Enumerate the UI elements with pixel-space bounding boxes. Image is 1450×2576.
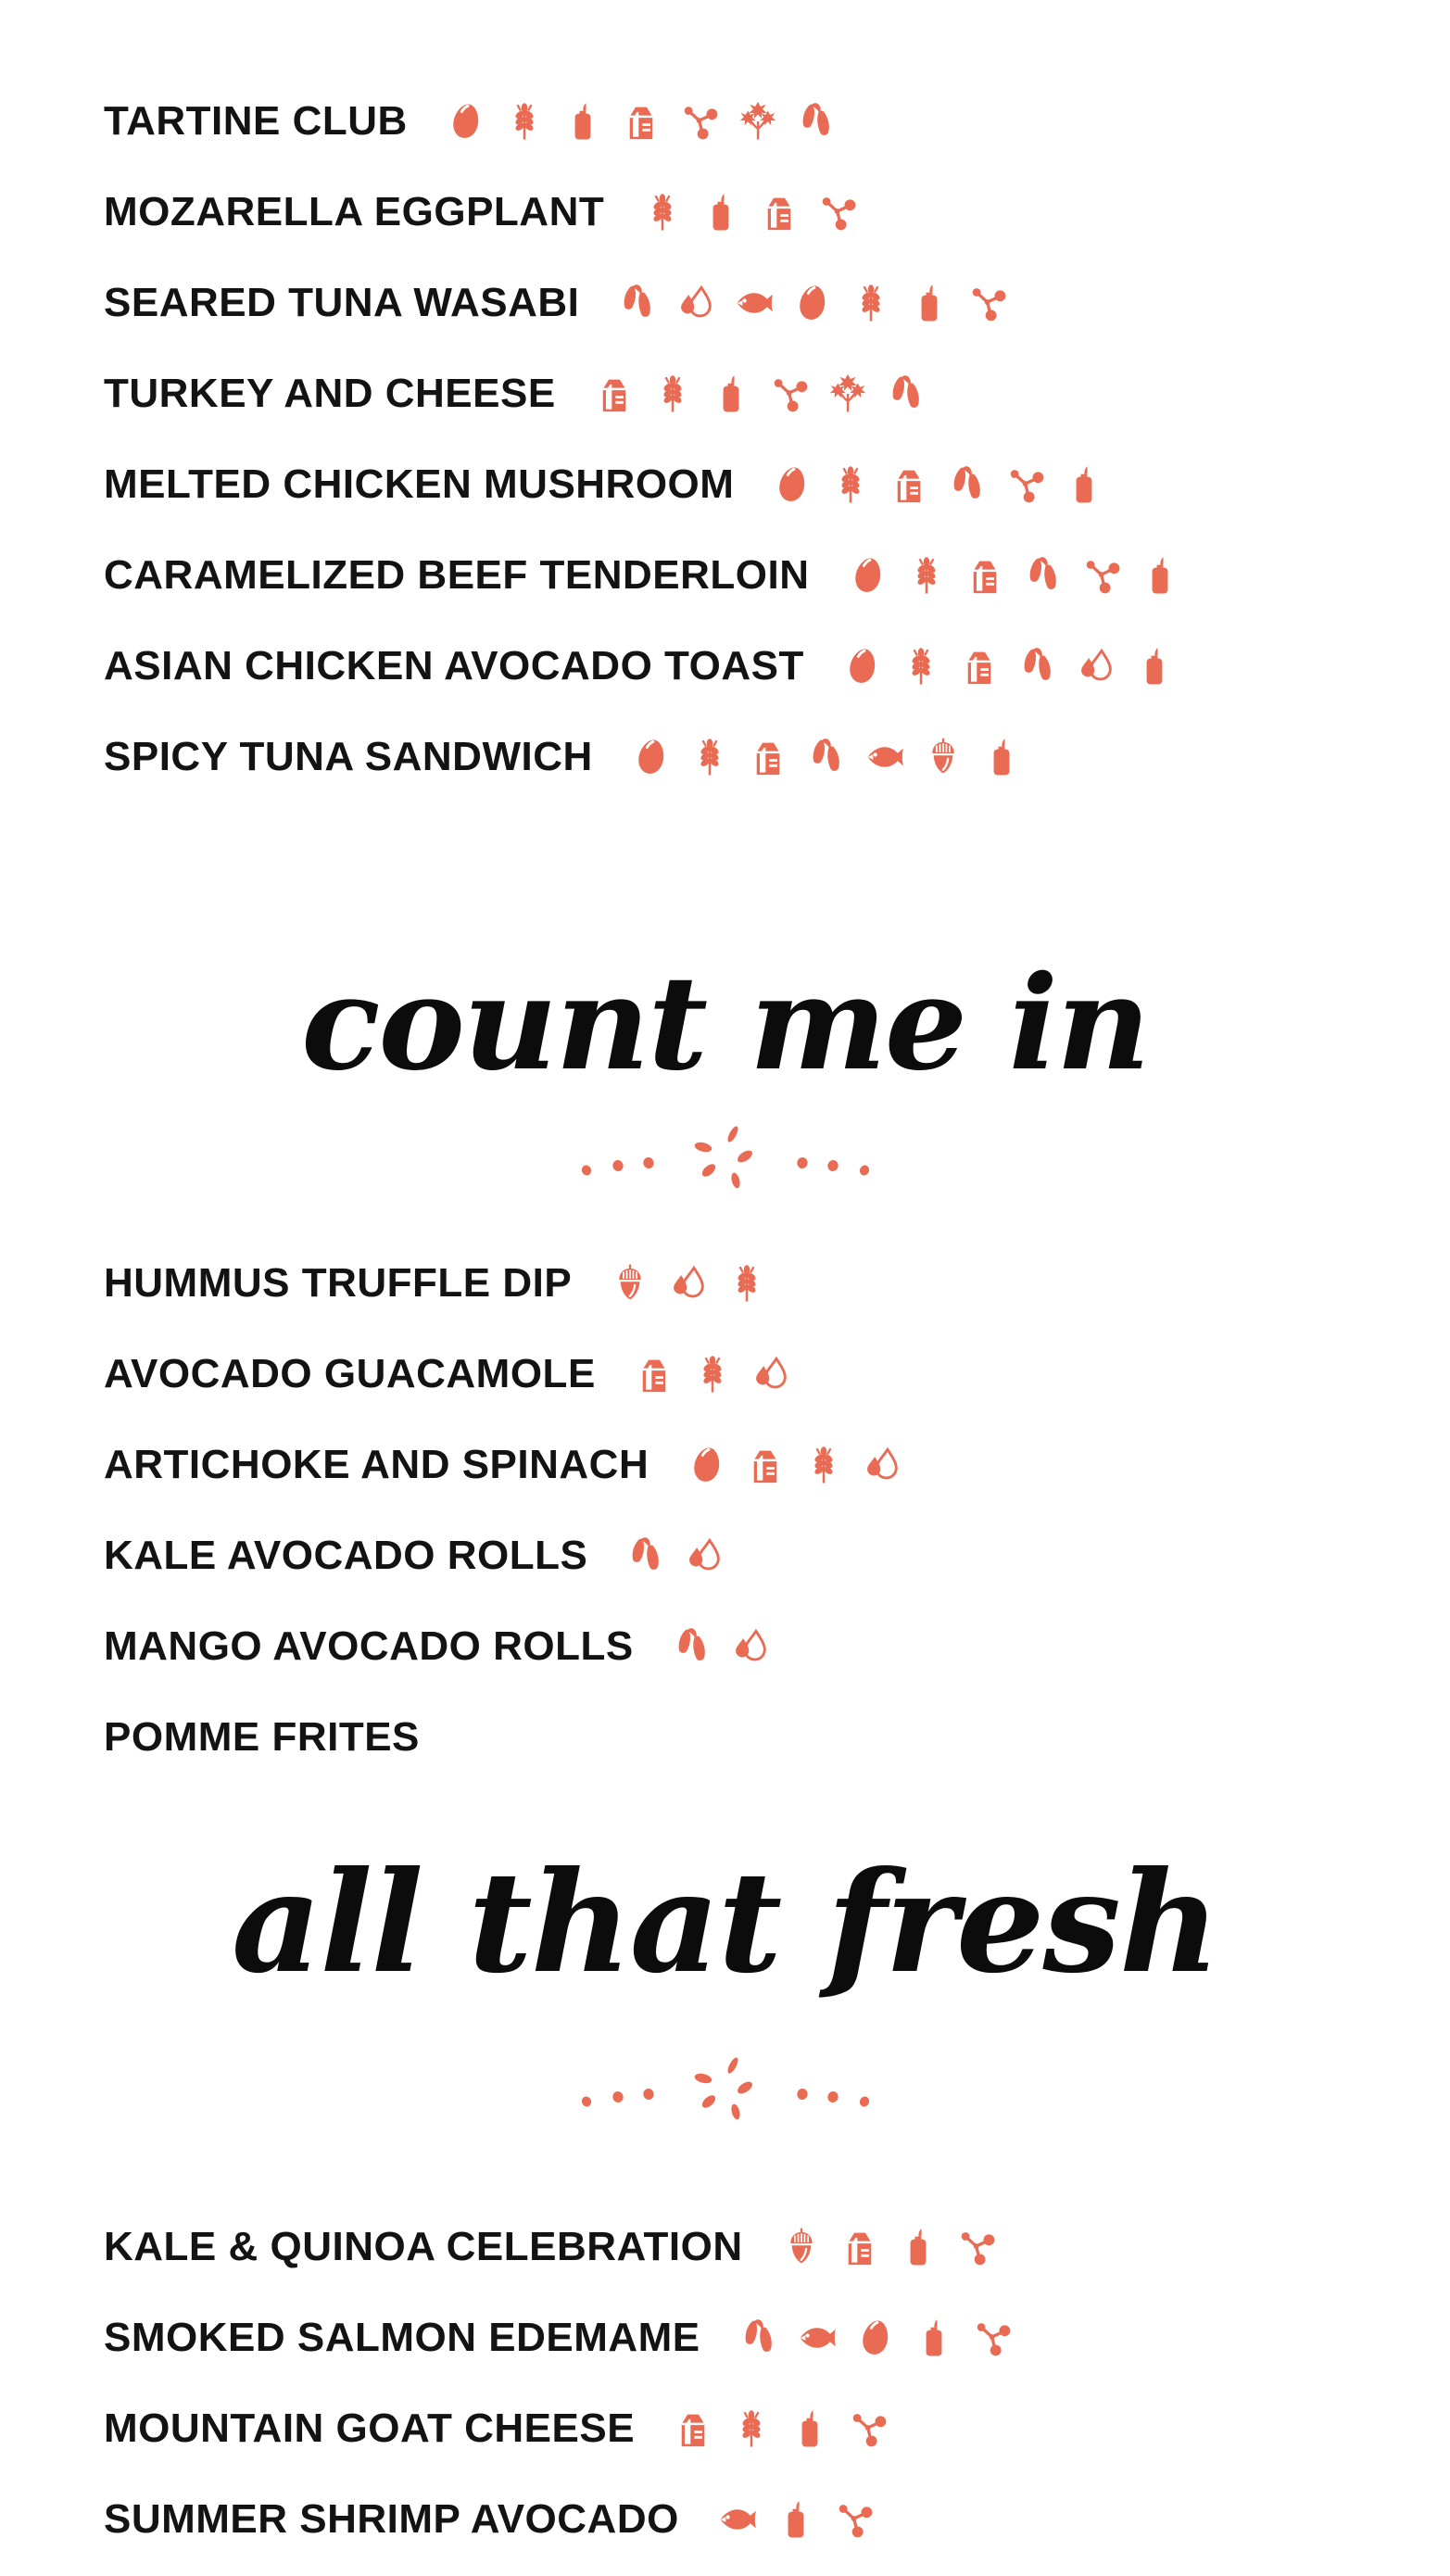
mustard-icon [561, 100, 604, 143]
menu-item-label: MOZARELLA EGGPLANT [104, 189, 605, 234]
menu-item-label: AVOCADO GUACAMOLE [104, 1351, 596, 1396]
mustard-icon [710, 373, 752, 415]
menu-section-sandwiches [0, 0, 1450, 802]
menu-item-row [0, 2383, 1450, 2474]
menu-item-row [0, 439, 1450, 530]
soy-icon [1022, 554, 1065, 597]
menu-list [0, 76, 1450, 802]
menu-item-label: SEARED TUNA WASABI [104, 280, 580, 325]
menu-item-row [0, 167, 1450, 258]
egg-icon [445, 100, 487, 143]
celery-icon [826, 373, 869, 415]
menu-item-row [0, 348, 1450, 439]
oil-drop-icon [861, 1444, 903, 1486]
menu-item-row [0, 2474, 1450, 2565]
soy-icon [885, 373, 927, 415]
mustard-icon [897, 2226, 939, 2268]
egg-icon [791, 282, 834, 324]
mustard-icon [1133, 645, 1176, 688]
gluten-icon [651, 373, 694, 415]
soy-icon [795, 100, 838, 143]
oil-drop-icon [729, 1625, 772, 1668]
sulfites-icon [833, 2498, 876, 2541]
sulfites-icon [847, 2407, 889, 2450]
mustard-icon [700, 191, 742, 234]
menu-section-count-me-in [0, 940, 1450, 1783]
oil-drop-icon [675, 282, 717, 324]
menu-item-row [0, 1601, 1450, 1692]
mustard-icon [788, 2407, 831, 2450]
mustard-icon [908, 282, 951, 324]
sulfites-icon [816, 191, 859, 234]
milk-icon [633, 1353, 675, 1395]
egg-icon [686, 1444, 728, 1486]
milk-icon [620, 100, 662, 143]
mustard-icon [775, 2498, 817, 2541]
allergen-icons [445, 100, 838, 143]
menu-item-row [0, 712, 1450, 802]
menu-item-label: SUMMER SHRIMP AVOCADO [104, 2496, 679, 2542]
menu-item-row [0, 1510, 1450, 1601]
mustard-icon [980, 736, 1023, 778]
soy-icon [1016, 645, 1059, 688]
menu-item-label: MANGO AVOCADO ROLLS [104, 1623, 634, 1669]
soy-icon [946, 463, 989, 506]
fish-icon [716, 2498, 759, 2541]
allergen-icons [672, 2407, 889, 2450]
gluten-icon [641, 191, 684, 234]
allergen-icons [609, 1262, 768, 1305]
milk-icon [958, 645, 1001, 688]
allergen-icons [841, 645, 1176, 688]
egg-icon [854, 2317, 897, 2359]
allergen-icons [671, 1625, 772, 1668]
gluten-icon [730, 2407, 773, 2450]
gluten-icon [802, 1444, 845, 1486]
sulfites-icon [955, 2226, 998, 2268]
section-title: all that fresh [232, 1841, 1218, 2004]
gluten-icon [691, 1353, 734, 1395]
gluten-icon [900, 645, 942, 688]
fish-icon [864, 736, 906, 778]
menu-item-row [0, 258, 1450, 348]
sulfites-icon [971, 2317, 1014, 2359]
section-title: count me in [301, 948, 1149, 1100]
allergen-icons [593, 373, 927, 415]
menu-item-row [0, 530, 1450, 621]
menu-list [0, 2202, 1450, 2565]
sulfites-icon [1004, 463, 1047, 506]
sulfites-icon [678, 100, 721, 143]
oil-drop-icon [1075, 645, 1117, 688]
egg-icon [847, 554, 889, 597]
milk-icon [888, 463, 930, 506]
milk-icon [758, 191, 801, 234]
gluten-icon [688, 736, 731, 778]
gluten-icon [829, 463, 872, 506]
allergen-icons [847, 554, 1181, 597]
egg-icon [630, 736, 673, 778]
mustard-icon [913, 2317, 955, 2359]
tree-nut-icon [922, 736, 965, 778]
menu-item-label: KALE & QUINOA CELEBRATION [104, 2224, 743, 2269]
menu-item-row [0, 1420, 1450, 1510]
egg-icon [841, 645, 884, 688]
menu-item-label: MOUNTAIN GOAT CHEESE [104, 2406, 636, 2451]
milk-icon [744, 1444, 787, 1486]
oil-drop-icon [667, 1262, 710, 1305]
soy-icon [616, 282, 659, 324]
mustard-icon [1063, 463, 1105, 506]
oil-drop-icon [683, 1534, 725, 1577]
menu-section-all-that-fresh [0, 1833, 1450, 2565]
menu-item-row [0, 1692, 1450, 1783]
allergen-icons [771, 463, 1105, 506]
soy-icon [738, 2317, 780, 2359]
menu-item-label: TURKEY AND CHEESE [104, 371, 556, 416]
allergen-icons [630, 736, 1023, 778]
allergen-icons [624, 1534, 725, 1577]
tree-nut-icon [609, 1262, 651, 1305]
allergen-icons [738, 2317, 1014, 2359]
allergen-icons [686, 1444, 903, 1486]
mustard-icon [1139, 554, 1181, 597]
sulfites-icon [1080, 554, 1123, 597]
milk-icon [672, 2407, 714, 2450]
gluten-icon [503, 100, 546, 143]
menu-item-label: TARTINE CLUB [104, 98, 408, 144]
gluten-icon [905, 554, 948, 597]
gluten-icon [850, 282, 892, 324]
flourish-ornament [568, 1121, 883, 1195]
allergen-icons [780, 2226, 998, 2268]
allergen-icons [716, 2498, 876, 2541]
celery-icon [737, 100, 779, 143]
egg-icon [771, 463, 813, 506]
milk-icon [964, 554, 1006, 597]
flourish-ornament [568, 2052, 883, 2127]
soy-icon [624, 1534, 667, 1577]
menu-item-label: CARAMELIZED BEEF TENDERLOIN [104, 552, 810, 598]
menu-item-label: POMME FRITES [104, 1714, 420, 1760]
milk-icon [747, 736, 789, 778]
allergen-icons [641, 191, 859, 234]
soy-icon [805, 736, 848, 778]
milk-icon [838, 2226, 881, 2268]
menu-item-row [0, 76, 1450, 167]
milk-icon [593, 373, 636, 415]
fish-icon [796, 2317, 838, 2359]
menu-item-label: HUMMUS TRUFFLE DIP [104, 1260, 573, 1306]
fish-icon [733, 282, 775, 324]
sulfites-icon [768, 373, 811, 415]
allergen-icons [616, 282, 1009, 324]
tree-nut-icon [780, 2226, 823, 2268]
menu-item-row [0, 1238, 1450, 1329]
menu-item-label: ASIAN CHICKEN AVOCADO TOAST [104, 643, 804, 688]
menu-list [0, 1238, 1450, 1783]
menu-item-label: KALE AVOCADO ROLLS [104, 1533, 588, 1578]
menu-item-row [0, 2292, 1450, 2383]
allergen-icons [633, 1353, 792, 1395]
menu-item-label: MELTED CHICKEN MUSHROOM [104, 461, 735, 507]
gluten-icon [725, 1262, 768, 1305]
sulfites-icon [966, 282, 1009, 324]
menu-item-label: SMOKED SALMON EDEMAME [104, 2315, 700, 2360]
menu-item-row [0, 1329, 1450, 1420]
menu-item-row [0, 2202, 1450, 2292]
menu-item-row [0, 621, 1450, 712]
menu-item-label: ARTICHOKE AND SPINACH [104, 1442, 649, 1487]
soy-icon [671, 1625, 713, 1668]
menu-item-label: SPICY TUNA SANDWICH [104, 734, 593, 779]
oil-drop-icon [750, 1353, 792, 1395]
